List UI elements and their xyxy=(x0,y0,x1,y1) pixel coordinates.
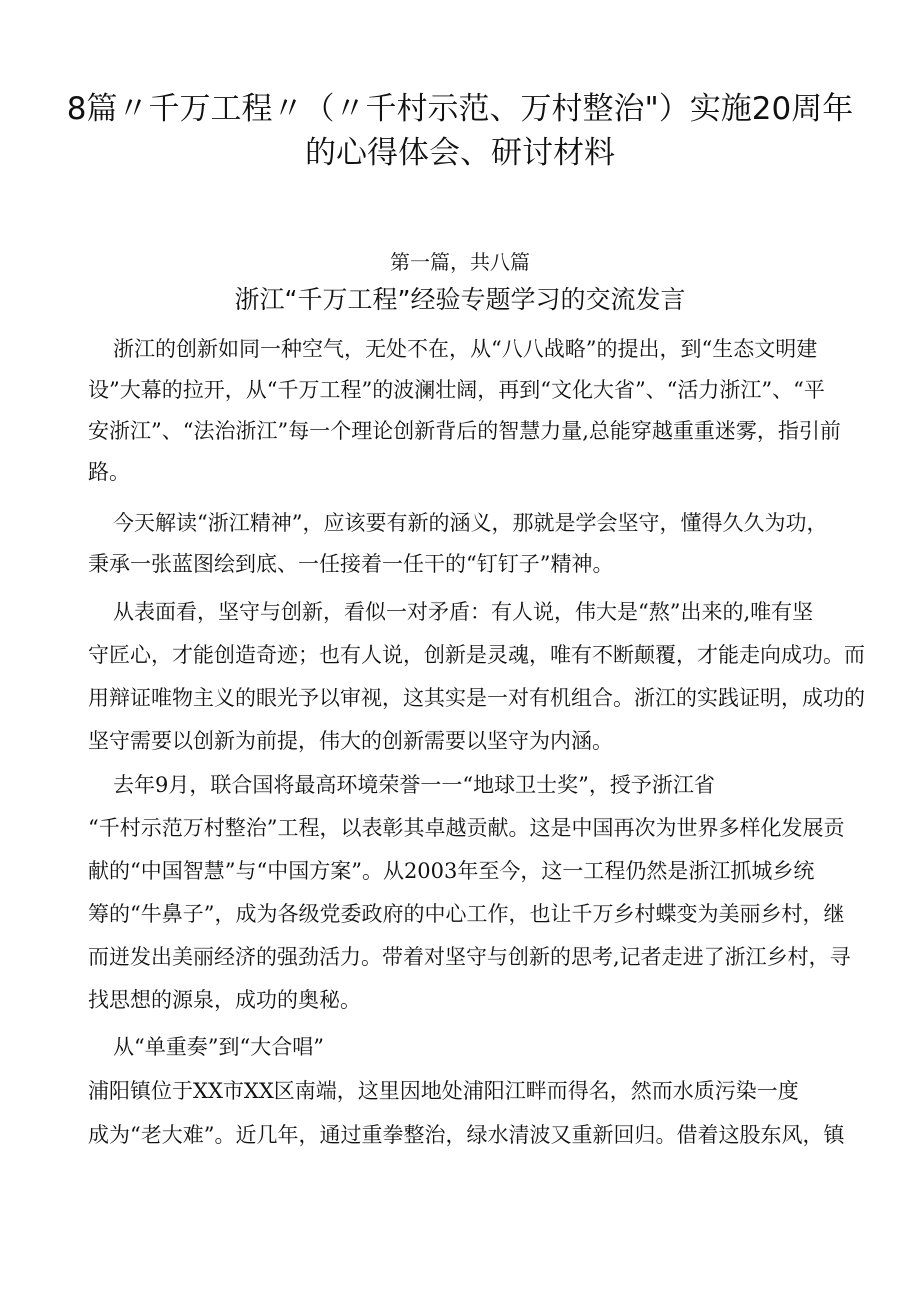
paragraph-line: “千村示范万村整治”工程，以表彰其卓越贡献。这是中国再次为世界多样化发展贡 xyxy=(88,816,845,840)
paragraph-line: 坚守需要以创新为前提，伟大的创新需要以坚守为内涵。 xyxy=(88,729,613,753)
paragraph-line: 路。 xyxy=(88,460,130,484)
paragraph-line: 浦阳镇位于XX市XX区南端，这里因地处浦阳江畔而得名，然而水质污染一度 xyxy=(88,1079,799,1103)
part-label: 第一篇，共八篇 xyxy=(390,250,530,274)
paragraph-line: 献的“中国智慧”与“中国方案”。从2003年至今，这一工程仍然是浙江抓城乡统 xyxy=(88,859,815,883)
paragraph-line: 从表面看，坚守与创新，看似一对矛盾：有人说，伟大是“熬”出来的,唯有坚 xyxy=(113,600,814,624)
paragraph-line: 浙江的创新如同一种空气，无处不在，从“八八战略”的提出，到“生态文明建 xyxy=(113,337,818,361)
paragraph-line: 秉承一张蓝图绘到底、一任接着一任干的“钉钉子”精神。 xyxy=(88,552,614,576)
paragraph-line: 设”大幕的拉开，从“千万工程”的波澜壮阔，再到“文化大省”、“活力浙江”、“平 xyxy=(88,378,825,402)
document-title-line-2: 的心得体会、研讨材料 xyxy=(305,135,615,171)
paragraph-line: 安浙江”、“法治浙江”每一个理论创新背后的智慧力量,总能穿越重重迷雾，指引前 xyxy=(88,419,841,443)
paragraph-line: 用辩证唯物主义的眼光予以审视，这其实是一对有机组合。浙江的实践证明，成功的 xyxy=(88,686,865,710)
paragraph-line: 而迸发出美丽经济的强劲活力。带着对坚守与创新的思考,记者走进了浙江乡村，寻 xyxy=(88,945,851,969)
document-title-line-1: 8篇〃千万工程〃（〃千村示范、万村整治"）实施20周年 xyxy=(66,91,854,127)
section-title: 浙江“千万工程”经验专题学习的交流发言 xyxy=(234,285,686,314)
paragraph-line: 成为“老大难”。近几年，通过重拳整治，绿水清波又重新回归。借着这股东风，镇 xyxy=(88,1123,845,1147)
paragraph-line: 守匠心，才能创造奇迹；也有人说，创新是灵魂，唯有不断颠覆，才能走向成功。而 xyxy=(88,643,865,667)
paragraph-line: 去年9月，联合国将最高环境荣誉一一“地球卫士奖”，授予浙江省 xyxy=(113,773,715,797)
paragraph-line: 今天解读“浙江精神”，应该要有新的涵义，那就是学会坚守，懂得久久为功， xyxy=(113,511,828,535)
paragraph-line: 找思想的源泉，成功的奥秘。 xyxy=(88,988,361,1012)
subheading: 从“单重奏”到“大合唱” xyxy=(113,1035,324,1059)
paragraph-line: 筹的“牛鼻子”，成为各级党委政府的中心工作，也让千万乡村蝶变为美丽乡村，继 xyxy=(88,902,845,926)
